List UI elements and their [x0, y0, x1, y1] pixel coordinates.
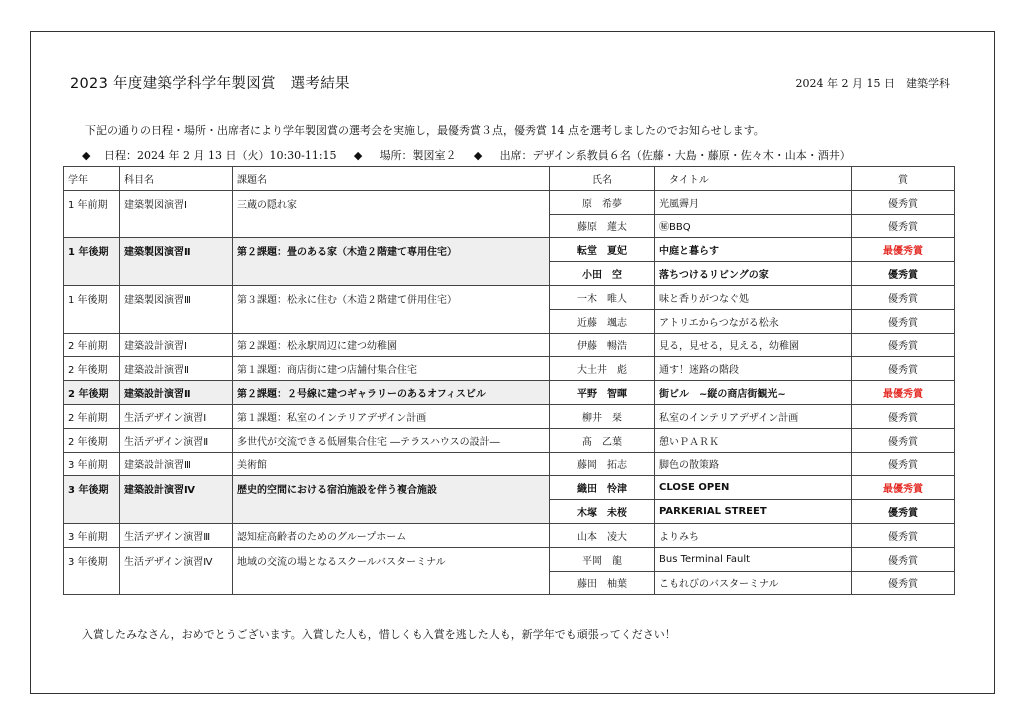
title-cell: 私室のインテリアデザイン計画	[655, 404, 852, 428]
award-cell: 優秀賞	[852, 357, 955, 381]
task-cell: 歴史的空間における宿泊施設を伴う複合施設	[233, 476, 550, 524]
grade-cell: 3 年後期	[64, 547, 120, 595]
title-cell: よりみち	[655, 523, 852, 547]
table-row	[64, 190, 955, 214]
title-cell: CLOSE OPEN	[655, 476, 852, 500]
name-cell: 平野 智暉	[550, 381, 655, 405]
name-cell: 伊藤 暢浩	[550, 333, 655, 357]
award-cell: 優秀賞	[852, 428, 955, 452]
name-cell: 平岡 龍	[550, 547, 655, 571]
subject-cell: 建築設計演習Ⅱ	[120, 381, 233, 405]
award-cell: 優秀賞	[852, 571, 955, 595]
task-cell: 第３課題：松永に住む（木造２階建て併用住宅）	[233, 285, 550, 333]
task-cell: 第１課題：商店街に建つ店舗付集合住宅	[233, 357, 550, 381]
grade-cell: 2 年後期	[64, 357, 120, 381]
grade-cell: 2 年後期	[64, 428, 120, 452]
title-cell: 憩いＰＡＲＫ	[655, 428, 852, 452]
name-cell: 近藤 颯志	[550, 309, 655, 333]
grade-cell: 1 年前期	[64, 190, 120, 238]
header-task: 課題名	[233, 167, 550, 191]
name-cell: 藤岡 拓志	[550, 452, 655, 476]
task-cell: 多世代が交流できる低層集合住宅 ―テラスハウスの設計―	[233, 428, 550, 452]
diamond-bullet-icon: ◆	[353, 149, 363, 162]
award-cell: 優秀賞	[852, 262, 955, 286]
table-row	[64, 547, 955, 571]
table-row	[64, 333, 955, 357]
table-row	[64, 523, 955, 547]
diamond-bullet-icon: ◆	[82, 149, 91, 162]
task-cell: 第２課題：２号線に建つギャラリーのあるオフィスビル	[233, 381, 550, 405]
table-row	[64, 476, 955, 500]
name-cell: 藤原 蓮太	[550, 214, 655, 238]
task-cell: 三蔵の隠れ家	[233, 190, 550, 238]
title-cell: ㊙BBQ	[655, 214, 852, 238]
title-cell: 見る，見せる，見える，幼稚園	[655, 333, 852, 357]
results-table	[63, 166, 955, 595]
award-cell: 優秀賞	[852, 523, 955, 547]
title-cell: アトリエからつながる松永	[655, 309, 852, 333]
attendees-text: 出席：デザイン系教員６名（佐藤・大島・藤原・佐々木・山本・酒井）	[499, 149, 851, 162]
grade-cell: 2 年後期	[64, 381, 120, 405]
meeting-info	[82, 147, 851, 163]
subject-cell: 建築設計演習Ⅳ	[120, 476, 233, 524]
place-text: 場所：製図室２	[379, 149, 457, 162]
award-cell: 優秀賞	[852, 214, 955, 238]
task-cell: 第２課題：畳のある家（木造２階建て専用住宅）	[233, 238, 550, 286]
grade-cell: 3 年前期	[64, 523, 120, 547]
grade-cell: 2 年前期	[64, 404, 120, 428]
award-cell: 優秀賞	[852, 309, 955, 333]
title-cell: 通す！迷路の階段	[655, 357, 852, 381]
schedule-text: 日程：2024 年 2 月 13 日（火）10:30-11:15	[103, 149, 337, 162]
name-cell: 転堂 夏妃	[550, 238, 655, 262]
grade-cell: 1 年後期	[64, 285, 120, 333]
name-cell: 山本 凌大	[550, 523, 655, 547]
award-cell: 優秀賞	[852, 285, 955, 309]
name-cell: 髙 乙葉	[550, 428, 655, 452]
table-row	[64, 404, 955, 428]
name-cell: 藤田 柚葉	[550, 571, 655, 595]
name-cell: 一木 唯人	[550, 285, 655, 309]
subject-cell: 建築製図演習Ⅰ	[120, 190, 233, 238]
title-cell: 味と香りがつなぐ処	[655, 285, 852, 309]
table-header-row	[64, 167, 955, 191]
subject-cell: 生活デザイン演習Ⅳ	[120, 547, 233, 595]
closing-message: 入賞したみなさん，おめでとうございます。入賞した人も，惜しくも入賞を逃した人も，新学年でも頑張ってください！	[82, 628, 676, 641]
header-title: タイトル	[655, 167, 852, 191]
table-row	[64, 238, 955, 262]
intro-text: 下記の通りの日程・場所・出席者により学年製図賞の選考会を実施し，最優秀賞３点，優秀賞 14 点を選考しましたのでお知らせします。	[85, 124, 765, 137]
name-cell: 小田 空	[550, 262, 655, 286]
header-subject: 科目名	[120, 167, 233, 191]
table-row	[64, 452, 955, 476]
task-cell: 第１課題：私室のインテリアデザイン計画	[233, 404, 550, 428]
table-row	[64, 285, 955, 309]
title-cell: 落ちつけるリビングの家	[655, 262, 852, 286]
name-cell: 織田 怜津	[550, 476, 655, 500]
table-row	[64, 381, 955, 405]
award-cell: 優秀賞	[852, 404, 955, 428]
name-cell: 大土井 彪	[550, 357, 655, 381]
subject-cell: 建築製図演習Ⅱ	[120, 238, 233, 286]
grade-cell: 2 年前期	[64, 333, 120, 357]
title-cell: 脚色の散策路	[655, 452, 852, 476]
best-award-cell: 最優秀賞	[852, 238, 955, 262]
task-cell: 第２課題：松永駅周辺に建つ幼稚園	[233, 333, 550, 357]
award-cell: 優秀賞	[852, 333, 955, 357]
grade-cell: 3 年前期	[64, 452, 120, 476]
title-cell: PARKERIAL STREET	[655, 500, 852, 524]
diamond-bullet-icon: ◆	[473, 149, 483, 162]
best-award-cell: 最優秀賞	[852, 381, 955, 405]
subject-cell: 建築製図演習Ⅲ	[120, 285, 233, 333]
title-cell: こもれびのバスターミナル	[655, 571, 852, 595]
name-cell: 柳井 栞	[550, 404, 655, 428]
header-grade: 学年	[64, 167, 120, 191]
award-cell: 優秀賞	[852, 190, 955, 214]
table-row	[64, 357, 955, 381]
subject-cell: 生活デザイン演習Ⅱ	[120, 428, 233, 452]
subject-cell: 生活デザイン演習Ⅰ	[120, 404, 233, 428]
task-cell: 認知症高齢者のためのグループホーム	[233, 523, 550, 547]
title-cell: 光風霽月	[655, 190, 852, 214]
subject-cell: 生活デザイン演習Ⅲ	[120, 523, 233, 547]
grade-cell: 3 年後期	[64, 476, 120, 524]
name-cell: 木塚 未桜	[550, 500, 655, 524]
page-title: 2023 年度建築学科学年製図賞 選考結果	[70, 76, 350, 92]
award-cell: 優秀賞	[852, 500, 955, 524]
award-cell: 優秀賞	[852, 547, 955, 571]
subject-cell: 建築設計演習Ⅲ	[120, 452, 233, 476]
title-cell: 街ビル ~縦の商店街観光~	[655, 381, 852, 405]
name-cell: 原 希夢	[550, 190, 655, 214]
grade-cell: 1 年後期	[64, 238, 120, 286]
title-cell: 中庭と暮らす	[655, 238, 852, 262]
task-cell: 地域の交流の場となるスクールバスターミナル	[233, 547, 550, 595]
table-row	[64, 428, 955, 452]
task-cell: 美術館	[233, 452, 550, 476]
best-award-cell: 最優秀賞	[852, 476, 955, 500]
award-cell: 優秀賞	[852, 452, 955, 476]
subject-cell: 建築設計演習Ⅱ	[120, 357, 233, 381]
header-name: 氏名	[550, 167, 655, 191]
issue-date: 2024 年 2 月 15 日 建築学科	[795, 77, 950, 90]
header-award: 賞	[852, 167, 955, 191]
title-cell: Bus Terminal Fault	[655, 547, 852, 571]
subject-cell: 建築設計演習Ⅰ	[120, 333, 233, 357]
